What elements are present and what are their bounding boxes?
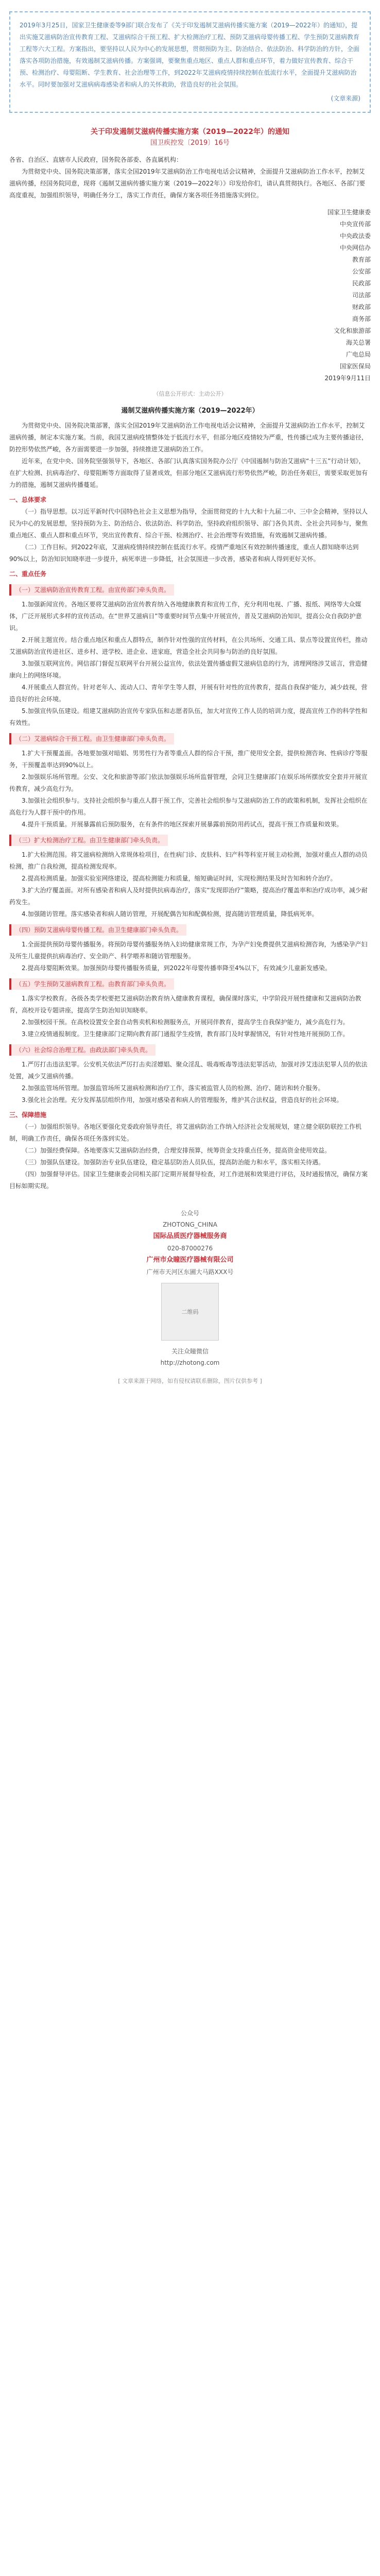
signer: 商务部 xyxy=(352,315,371,323)
signer: 公安部 xyxy=(352,268,371,275)
plan-intro-1: 为贯彻党中央、国务院决策部署，落实全国2019年艾滋病防治工作电视电话会议精神，全面提升艾滋病防治工作水平，控制艾滋病传播，制定本实施方案。当前，我国艾滋病疫情整体处于低流行水平，但部分地区疫情较为严重，性传播已成为主要传播途径，防控形势依然严峻，各方面需要进一步加强，持续推进艾滋病防治工作。 xyxy=(9,422,368,453)
task-paragraph: 4.开展重点人群宣传。针对老年人、流动人口、青年学生等人群，开展有针对性的宣传教育，提高自我保护能力，减少歧视，营造良好的社会环境。 xyxy=(9,684,368,703)
footer-address: 广州市天河区东圃大马路XXX号 xyxy=(146,1268,234,1276)
qr-code[interactable] xyxy=(161,1283,219,1341)
signer: 教育部 xyxy=(352,256,371,263)
signer: 国家卫生健康委 xyxy=(327,209,371,216)
notice-title: 关于印发遏制艾滋病传播实施方案（2019—2022年）的通知 xyxy=(91,128,289,136)
task-heading: （四）预防艾滋病母婴传播工程。由卫生健康部门牵头负责。 xyxy=(9,924,186,936)
task-paragraph: 3.加强互联网宣传。网信部门督促互联网平台开展公益宣传，依法处置传播虚假艾滋病信息的行为，清理网络涉艾谣言，营造健康向上的网络环境。 xyxy=(9,660,368,679)
signer: 中央网信办 xyxy=(339,244,371,251)
task-paragraph: 2.加强监管场所管理。加强监管场所艾滋病检测和治疗工作，落实被监管人员的检测、治疗、随访和转介服务。 xyxy=(22,1084,324,1092)
task-paragraph: 1.全面提供预防母婴传播服务。将预防母婴传播服务纳入妇幼健康常规工作，为孕产妇免费提供艾滋病检测咨询，为感染孕产妇及所生儿童提供抗病毒治疗、安全助产、科学喂养和随访管理服务。 xyxy=(9,941,368,960)
task-paragraph: 5.加强宣传队伍建设。组建艾滋病防治宣传专家队伍和志愿者队伍，加大对宣传工作人员的培训力度，提高宣传工作的科学性和有效性。 xyxy=(9,707,368,726)
signer: 中央政法委 xyxy=(339,232,371,240)
task-heading: （三）扩大检测治疗工程。由卫生健康部门牵头负责。 xyxy=(9,835,168,846)
footer-org: 广州市众瞳医疗器械有限公司 xyxy=(146,1256,234,1264)
plan-title: 遏制艾滋病传播实施方案（2019—2022年） xyxy=(121,407,259,415)
summary-source: (文章来源) xyxy=(331,95,360,102)
task-paragraph: 3.扩大治疗覆盖面。对所有感染者和病人及时提供抗病毒治疗，落实“发现即治疗”策略，提高治疗覆盖率和治疗成功率，减少耐药发生。 xyxy=(9,887,368,906)
task-heading: （一）艾滋病防治宣传教育工程。由宣传部门牵头负责。 xyxy=(9,584,174,596)
section-paragraph: （一）加强组织领导。各地区要强化党委政府领导责任，将艾滋病防治工作纳入经济社会发展规划，建立健全联防联控工作机制，明确工作责任，确保各项任务落到实处。 xyxy=(9,1123,362,1142)
task-paragraph: 1.扩大干预覆盖面。各地要加强对暗娼、男男性行为者等重点人群的综合干预，推广使用安全套，提供检测咨询、性病诊疗等服务，干预覆盖率达到90%以上。 xyxy=(9,750,368,769)
signer: 司法部 xyxy=(352,292,371,299)
section-heading: 三、保障措施 xyxy=(9,1111,47,1118)
public-note: （信息公开形式：主动公开） xyxy=(153,391,227,397)
notice-body: 为贯彻党中央、国务院决策部署，落实全国2019年艾滋病防治工作电视电话会议精神，全面提升艾滋病防治工作水平，控制艾滋病传播，经国务院同意，现将《遏制艾滋病传播实施方案（2019—2022年）》印发给你们，请认真贯彻执行。各地区、各部门要高度重视，加强组织领导，明确任务分工，落实工作责任，确保方案各项任务措施落实到位。 xyxy=(9,168,366,199)
notice-signers xyxy=(9,207,371,384)
signer: 国家医保局 xyxy=(339,363,371,370)
signer: 财政部 xyxy=(352,303,371,311)
task-paragraph: 1.落实学校教育。各级各类学校要把艾滋病防治教育纳入健康教育课程，确保课时落实，中学阶段开展性健康和艾滋病防治教育，高校开设专题讲座，提高学生防治知识知晓率。 xyxy=(9,995,361,1014)
signer: 海关总署 xyxy=(346,339,371,346)
section-paragraph: （一）指导思想。以习近平新时代中国特色社会主义思想为指导，全面贯彻党的十九大和十九届二中、三中全会精神，坚持以人民为中心的发展思想，坚持预防为主、防治结合、依法防治、科学防治，坚持政府组织领导、部门各负其责、全社会共同参与，聚焦重点地区、重点人群和重点环节，突出宣传教育、综合干预、检测治疗、社会治理等有效措施，有效遏制艾滋病传播。 xyxy=(9,508,368,539)
signer: 文化和旅游部 xyxy=(333,327,371,334)
task-paragraph: 2.提高检测质量。加强实验室网络建设，提高检测能力和质量，缩短确证时间，实现检测结果及时告知和转介治疗。 xyxy=(22,875,337,882)
footer-phone: 020-87000276 xyxy=(167,1245,213,1252)
task-paragraph: 1.加强新闻宣传。各地区要将艾滋病防治宣传教育纳入各地健康教育和宣传工作，充分利用电视、广播、报纸、网络等大众媒体，广泛开展形式多样的宣传活动。在“世界艾滋病日”等重要时间节点集中开展宣传，普及艾滋病防治知识，提高公众自我防护意识。 xyxy=(9,601,362,632)
section-paragraph: （二）加强经费保障。各地要落实艾滋病防治经费，合理安排预算，统筹资金支持重点任务，提高资金使用效益。 xyxy=(22,1147,331,1154)
footer-english-name: ZHOTONG_CHINA xyxy=(163,1221,217,1228)
footer xyxy=(9,1208,371,1385)
task-heading: （五）学生预防艾滋病教育工程。由教育部门牵头负责。 xyxy=(9,978,174,990)
notice-doc-number: 国卫疾控发〔2019〕16号 xyxy=(150,139,230,147)
section-paragraph: （二）工作目标。到2022年底，艾滋病疫情持续控制在低流行水平。疫情严重地区有效控制传播速度，重点人群知晓率达到90%以上，防治知识知晓率进一步提升，病死率进一步降低，社会氛围进一步改善，感染者和病人得到更好关怀。 xyxy=(9,544,359,563)
task-paragraph: 1.扩大检测范围。将艾滋病检测纳入常规体检项目，在性病门诊、皮肤科、妇产科等科室开展主动检测，加强对重点人群的动员检测，推广自我检测，提高检测发现率。 xyxy=(9,851,368,870)
section-heading: 二、重点任务 xyxy=(9,570,47,578)
notice-salutation: 各省、自治区、直辖市人民政府，国务院各部委、各直属机构： xyxy=(9,156,183,163)
section-heading: 一、总体要求 xyxy=(9,496,47,503)
summary-text: 2019年3月25日，国家卫生健康委等9部门联合发布了《关于印发遏制艾滋病传播实施方案（2019—2022年）的通知》，提出实施艾滋病防治宣传教育工程、艾滋病综合干预工程、扩大检测治疗工程、预防艾滋病母婴传播工程、学生预防艾滋病教育工程等六大工程。方案指出，要坚持以人民为中心的发展思想，贯彻预防为主、防治结合、依法防治、科学防治的方针，全面落实各项防治措施，有效遏制艾滋病传播。方案强调，要聚焦重点地区、重点人群和重点环节，着力做好宣传教育、综合干预、检测治疗、母婴阻断、学生教育、社会治理等工作，到2022年艾滋病疫情持续控制在低流行水平，全面提升艾滋病防治水平。同时要加强对艾滋病病毒感染者和病人的关怀救助，营造良好的社会氛围。 xyxy=(20,22,360,88)
task-paragraph: 1.严厉打击违法犯罪。公安机关依法严厉打击卖淫嫖娼、聚众淫乱、吸毒贩毒等违法犯罪活动，加强对涉艾违法犯罪人员的依法处置，减少艾滋病传播。 xyxy=(9,1061,368,1080)
footer-label: 公众号 xyxy=(180,1210,199,1217)
task-paragraph: 2.加强娱乐场所管理。公安、文化和旅游等部门依法加强娱乐场所监督管理，会同卫生健康部门在娱乐场所摆放安全套并开展宣传教育，减少高危行为。 xyxy=(9,773,368,792)
footer-website[interactable]: http://zhotong.com xyxy=(160,1359,220,1366)
task-paragraph: 2.加强校园干预。在高校设置安全套自动售卖机和检测服务点，开展同伴教育，提高学生自我保护能力，减少高危行为。 xyxy=(22,1019,349,1026)
task-paragraph: 3.加强社会组织参与。支持社会组织参与重点人群干预工作，完善社会组织参与艾滋病防治工作的政策和机制，发挥社会组织在高危行为人群干预中的作用。 xyxy=(9,797,368,816)
plan-intro-2: 近年来，在党中央、国务院坚强领导下，各地区、各部门认真落实国务院办公厅《中国遏制与防治艾滋病“十三五”行动计划》，在扩大检测、抗病毒治疗、母婴阻断等方面取得了显著成效，但部分地区艾滋病流行形势依然严峻，防治任务艰巨，需要采取更加有力的措施，遏制艾滋病传播蔓延。 xyxy=(9,457,368,488)
signer: 中央宣传部 xyxy=(339,221,371,228)
summary-box xyxy=(9,11,371,113)
task-paragraph: 2.开展主题宣传。结合重点地区和重点人群特点，制作针对性强的宣传材料，在公共场所、交通工具、景点等设置宣传栏，推动艾滋病防治宣传进社区、进乡村、进学校、进企业、进家庭，营造全社会共同参与防治的良好氛围。 xyxy=(9,636,368,655)
notice-date: 2019年9月11日 xyxy=(324,375,371,382)
signer: 民政部 xyxy=(352,280,371,287)
task-paragraph: 4.加强随访管理。落实感染者和病人随访管理，开展配偶告知和配偶检测，提高随访管理质量，降低病死率。 xyxy=(22,910,318,918)
task-heading: （二）艾滋病综合干预工程。由卫生健康部门牵头负责。 xyxy=(9,733,174,744)
task-paragraph: 2.提高母婴阻断效果。加强预防母婴传播服务质量，到2022年母婴传播率降至4%以下，有效减少儿童新发感染。 xyxy=(22,964,332,972)
qr-code-text: 二维码 xyxy=(181,1309,199,1315)
footer-slogan: 国际品质医疗器械服务商 xyxy=(153,1232,227,1240)
task-paragraph: 3.建立疫情通报制度。卫生健康部门定期向教育部门通报学生疫情，教育部门及时掌握情况，有针对性地开展预防工作。 xyxy=(22,1030,349,1038)
qr-label: 关注众瞳微信 xyxy=(171,1348,209,1355)
task-paragraph: 3.强化社会治理。充分发挥基层组织作用，加强对感染者和病人的管理服务，维护其合法权益，营造良好的社会环境。 xyxy=(22,1096,343,1104)
section-paragraph: （四）加强督导评估。国家卫生健康委会同相关部门定期开展督导检查，对工作进展和效果进行评估，及时通报情况，确保方案目标如期实现。 xyxy=(9,1171,368,1190)
task-paragraph: 4.提升干预质量。开展暴露前后预防服务，在有条件的地区探索开展暴露前预防用药试点，提高干预工作质量和效果。 xyxy=(22,821,343,828)
task-heading: （六）社会综合治理工程。由政法部门牵头负责。 xyxy=(9,1044,156,1056)
signer: 广电总局 xyxy=(346,351,371,358)
section-paragraph: （三）加强队伍建设。加强防治专业队伍建设，稳定基层防治人员队伍，提高防治能力和水平，落实相关待遇。 xyxy=(22,1159,325,1166)
footer-disclaimer: [ 文章来源于网络，如有侵权请联系删除，图片仅供参考 ] xyxy=(118,1378,262,1384)
